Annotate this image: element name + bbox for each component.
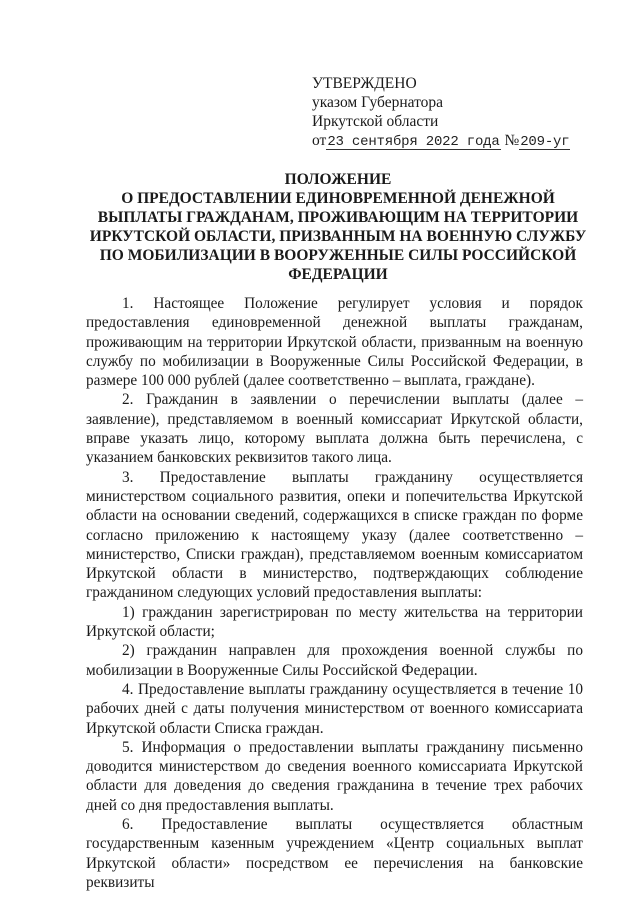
paragraph-5: 5. Информация о предоставлении выплаты гражданину письменно доводится министерством до сведения военного комиссариата Иркутской области для доведения до сведения гражданина в течение трех рабочих дней со дня предоставления выплаты.	[86, 738, 583, 814]
title-line: ВЫПЛАТЫ ГРАЖДАНАМ, ПРОЖИВАЮЩИМ НА ТЕРРИТОРИИ	[97, 209, 579, 226]
paragraph-2: 2. Гражданин в заявлении о перечислении выплаты (далее – заявление), представляемом в военный комиссариат Иркутской области, вправе указать лицо, которому выплата должна быть перечислена, с указанием банковских реквизитов такого лица.	[86, 391, 583, 467]
document-title	[78, 170, 598, 284]
title-line: О ПРЕДОСТАВЛЕНИИ ЕДИНОВРЕМЕННОЙ ДЕНЕЖНОЙ	[121, 190, 555, 207]
title-line: ПО МОБИЛИЗАЦИИ В ВООРУЖЕННЫЕ СИЛЫ РОССИЙСКОЙ	[99, 247, 577, 264]
document-body	[86, 294, 583, 892]
title-line: ПОЛОЖЕНИЕ	[284, 171, 392, 188]
paragraph-3-item-1: 1) гражданин зарегистрирован по месту жительства на территории Иркутской области;	[86, 603, 583, 641]
paragraph-3: 3. Предоставление выплаты гражданину осуществляется министерством социального развития, опеки и попечительства Иркутской области на основании сведений, содержащихся в списке граждан по форме согласно приложению к настоящему указу (далее соответственно – министерство, Списки граждан), представляемом военным комиссариатом Иркутской области в министерство, подтверждающих соблюдение гражданином следующих условий предоставления выплаты:	[86, 468, 583, 602]
approval-block	[312, 74, 570, 152]
date-prefix: от	[312, 132, 327, 149]
paragraph-3-item-2: 2) гражданин направлен для прохождения военной службы по мобилизации в Вооруженные Силы Российской Федерации.	[86, 642, 583, 679]
title-line: ИРКУТСКОЙ ОБЛАСТИ, ПРИЗВАННЫМ НА ВОЕННУЮ СЛУЖБУ	[89, 228, 587, 245]
paragraph-4: 4. Предоставление выплаты гражданину осуществляется в течение 10 рабочих дней с даты получения министерством от военного комиссариата Иркутской области Списка граждан.	[86, 680, 583, 737]
approval-heading: УТВЕРЖДЕНО	[312, 75, 417, 92]
title-line: ФЕДЕРАЦИИ	[288, 266, 388, 283]
paragraph-1: 1. Настоящее Положение регулирует условия и порядок предоставления единовременной денежной выплаты гражданам, проживающим на территории Иркутской области, призванным на военную службу по мобилизации в Вооруженные Силы Российской Федерации, в размере 100 000 рублей (далее соответственно – выплата, граждане).	[86, 295, 583, 390]
number-sign: №	[504, 132, 520, 149]
decree-date: 23 сентября 2022 года	[327, 134, 500, 150]
approval-region: Иркутской области	[312, 113, 439, 130]
decree-number: 209-уг	[520, 134, 570, 150]
paragraph-6: 6. Предоставление выплаты осуществляется областным государственным казенным учреждением «Центр социальных выплат Иркутской области» посредством ее перечисления на банковские реквизиты	[86, 816, 583, 891]
approval-date-line	[312, 131, 570, 152]
approval-by-decree: указом Губернатора	[312, 94, 444, 111]
